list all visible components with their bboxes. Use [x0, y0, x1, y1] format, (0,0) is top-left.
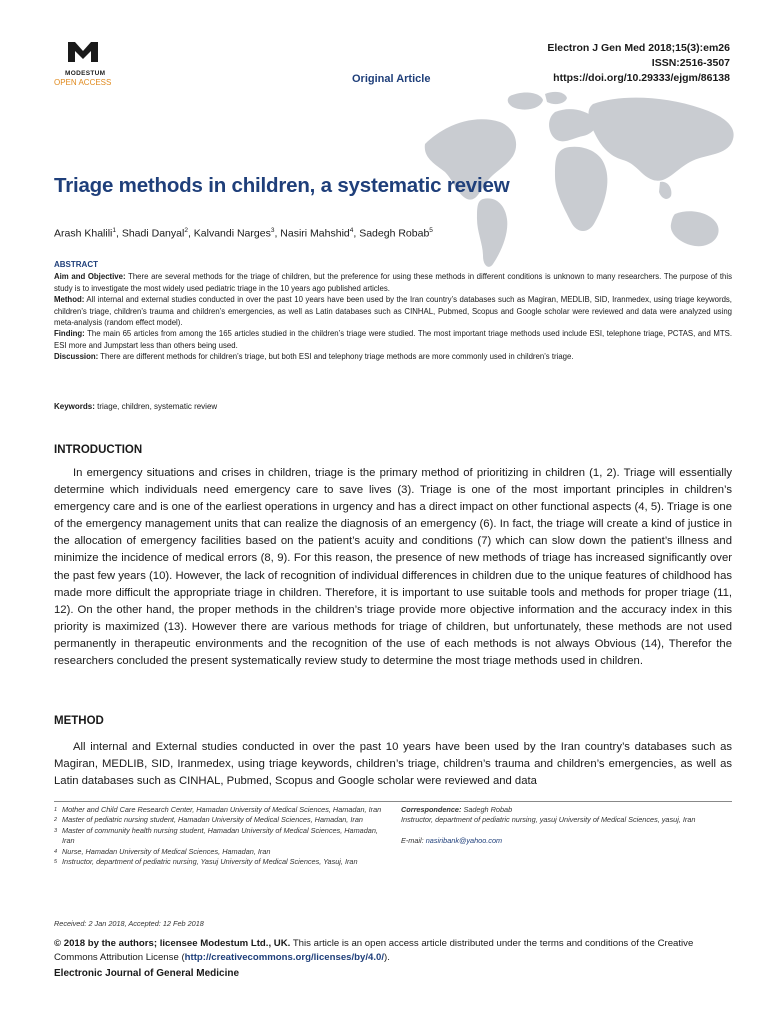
- logo-name: MODESTUM: [65, 70, 106, 77]
- footnote-number: 3: [54, 827, 58, 834]
- footnote-number: 2: [54, 817, 58, 824]
- affiliation-footnotes: [54, 805, 384, 867]
- introduction-text: [54, 465, 732, 670]
- keywords-label: Keywords:: [54, 402, 95, 411]
- method-heading: METHOD: [54, 715, 104, 727]
- author-name: Shadi Danyal: [121, 227, 185, 240]
- author-list: Arash Khalili$^1$, Shadi Danyal$^2$, Kalvandi Narges$^3$, Nasiri Mahshid$^4$, Sadegh Robab$^5$: [54, 227, 433, 240]
- abstract-aim: [54, 271, 732, 294]
- author-affil-sup: 2: [184, 227, 188, 234]
- introduction-heading: INTRODUCTION: [54, 444, 143, 456]
- author-affil-sup: 4: [349, 227, 354, 234]
- copyright-text: © 2018 by the authors; licensee Modestum Ltd., UK.: [54, 938, 291, 949]
- footnote-number: 1: [54, 807, 58, 813]
- correspondence-line: [401, 805, 731, 815]
- open-access-label: OPEN ACCESS: [54, 78, 112, 87]
- publisher-logo: [54, 40, 124, 87]
- email-label: E-mail:: [401, 835, 424, 845]
- footnote-item: [54, 826, 384, 847]
- author-name: Nasiri Mahshid: [280, 227, 350, 240]
- journal-name-footer: Electronic Journal of General Medicine: [54, 968, 240, 979]
- email-link[interactable]: nasiribank@yahoo.com: [425, 835, 503, 845]
- footnote-item: [54, 857, 384, 867]
- abstract-discussion-label: Discussion:: [54, 352, 99, 362]
- footnote-item: [54, 805, 384, 815]
- article-type: Original Article: [352, 73, 431, 85]
- footnote-item: [54, 847, 384, 857]
- footnote-item: [54, 815, 384, 825]
- author-name: Sadegh Robab: [359, 227, 430, 240]
- doi-link[interactable]: https://doi.org/10.29333/ejgm/86138: [553, 72, 730, 84]
- abstract-method: [54, 294, 732, 328]
- modestum-logo-icon: [66, 40, 100, 64]
- abstract-finding-label: Finding:: [54, 329, 85, 339]
- footnote-number: 5: [54, 859, 58, 866]
- abstract-finding: [54, 328, 732, 351]
- footnote-number: 4: [54, 848, 58, 855]
- abstract: [54, 259, 732, 363]
- abstract-heading: ABSTRACT: [54, 260, 98, 269]
- license-text: This article is an open access article distributed under the terms and conditions of the Creative Commons Attribution License (: [54, 938, 694, 963]
- correspondence-block: [401, 805, 731, 846]
- abstract-method-text: All internal and external studies conducted in over the past 10 years have been used by the Iran country’s databases such as Magiran, MEDLIB, SID, Iranmedex, using triage keywords, children’s triage, children’s trauma and children’s emergencies, as well as Latin databases such as CINHAL, Pubmed, Scopus and Google scholar were reviewed and data were analyzed using meta-analysis (random effect model).: [54, 295, 732, 328]
- abstract-aim-text: There are several methods for the triage of children, but the preference for using these methods in different conditions is unknown to many researchers. The purpose of this study is to investigate the most widely used pediatric triage in the 10 years ago published articles.: [54, 272, 732, 293]
- keywords-text: triage, children, systematic review: [97, 402, 218, 411]
- abstract-method-label: Method:: [54, 295, 85, 305]
- correspondence-affiliation: Instructor, department of pediatric nursing, yasuj University of Medical Sciences, yasuj, Iran: [401, 815, 696, 825]
- footnote-text: Mother and Child Care Research Center, Hamadan University of Medical Sciences, Hamadan, Iran: [62, 805, 382, 814]
- abstract-discussion: [54, 351, 732, 362]
- author-affil-sup: 1: [112, 227, 116, 234]
- footnote-divider: [54, 801, 732, 802]
- article-title: Triage methods in children, a systematic review: [54, 174, 510, 197]
- method-text: [54, 739, 732, 790]
- correspondence-email-line: [401, 836, 731, 846]
- author-name: Arash Khalili: [54, 227, 113, 240]
- journal-info: [547, 41, 730, 86]
- abstract-aim-label: Aim and Objective:: [54, 272, 126, 282]
- abstract-finding-text: The main 65 articles from among the 165 articles studied in the children’s triage were studied. The most important triage methods used include ESI, telephone triage, PCTAS, and MTS. ESI more and Jumpstart less than others being used.: [54, 329, 732, 350]
- abstract-discussion-text: There are different methods for children’s triage, but both ESI and telephony triage methods are more commonly used in children’s triage.: [100, 352, 574, 362]
- received-accepted-dates: Received: 2 Jan 2018, Accepted: 12 Feb 2018: [54, 919, 204, 928]
- author-name: Kalvandi Narges: [193, 227, 271, 240]
- keywords: [54, 402, 217, 411]
- method-paragraph: All internal and External studies conducted in over the past 10 years have been used by the Iran country’s databases such as Magiran, MEDLIB, SID, Iranmedex, using triage keywords, children’s triage, children’s trauma and children’s emergencies, as well as Latin databases such as CINHAL, Pubmed, Scopus and Google scholar were reviewed and data: [54, 741, 732, 788]
- introduction-paragraph: In emergency situations and crises in children, triage is the primary method of prioritizing in children (1, 2). Triage will essentially determine which individuals need emergency care to save lives (3). Triage is one of the most important principles in children’s emergency care and is one of the earliest operations in urgency and has a direct impact on other functional aspects (4, 5). Triage is one of the emergency management units that can realize the diagnosis of an emergency (6). In fact, the triage will create a kind of justice in the allocation of emergency facilities based on the patient’s acuity and conditions (7) which can slow down the patient’s illness and minimize the incidence of medical errors (8, 9). For this reason, the presence of new methods of triage has increased significantly over the past few years (10). However, the lack of recognition of individual differences in children due to the unique features of childhood has made more difficult the appropriate triage in children. Therefore, it is important to use suitable tools and methods for proper triage (11, 12). On the other hand, the proper methods in the children’s triage provide more objective information and the accuracy index in this priority is maximized (13). However there are various methods for triage of children, but unfortunately, these methods are not used permanently in therapeutic environments and the recognition of the use of each methods is not always Obvious (14), Therefor the researchers concluded the present systematically review study to determine the most triage methods used in children.: [54, 467, 732, 668]
- correspondence-name: Sadegh Robab: [463, 805, 513, 814]
- issn: ISSN:2516-3507: [651, 57, 730, 69]
- footnote-text: Master of community health nursing student, Hamadan University of Medical Sciences, Hamadan, Iran: [62, 825, 378, 846]
- footnote-text: Master of pediatric nursing student, Hamadan University of Medical Sciences, Hamadan, Iran: [62, 815, 363, 825]
- license-text-end: ).: [384, 952, 390, 963]
- correspondence-label: Correspondence:: [401, 805, 462, 814]
- journal-citation: Electron J Gen Med 2018;15(3):em26: [547, 42, 730, 54]
- footnote-text: Nurse, Hamadan University of Medical Sciences, Hamadan, Iran: [62, 846, 271, 856]
- author-affil-sup: 3: [270, 227, 275, 234]
- license-link[interactable]: http://creativecommons.org/licenses/by/4.0/: [184, 952, 385, 963]
- license-notice: [54, 937, 734, 965]
- footnote-text: Instructor, department of pediatric nursing, Yasuj University of Medical Sciences, Yasuj, Iran: [62, 857, 358, 867]
- author-affil-sup: 5: [429, 227, 433, 234]
